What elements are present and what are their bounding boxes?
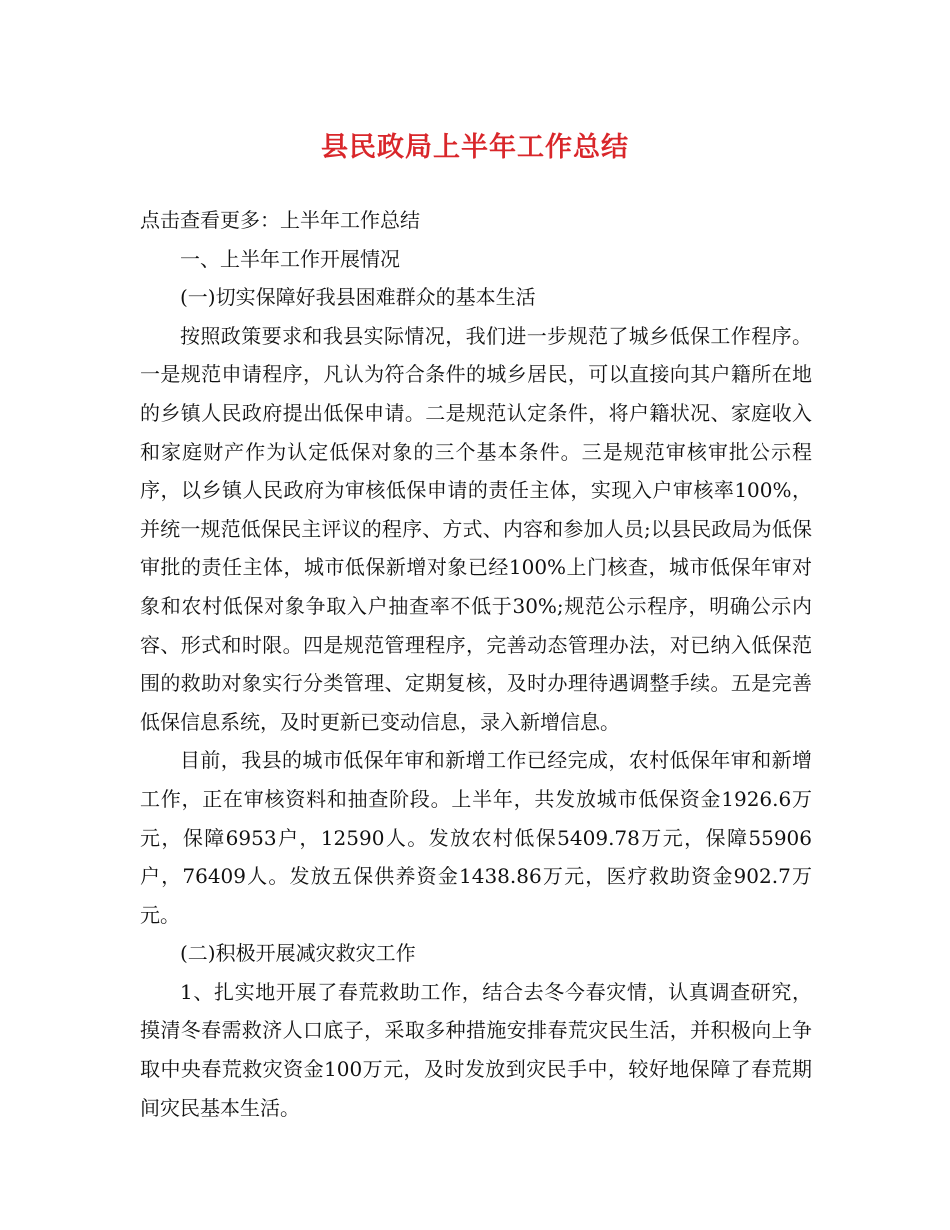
subsection-heading-1: (一)切实保障好我县困难群众的基本生活 <box>180 285 536 310</box>
subsection-heading-2: (二)积极开展减灾救灾工作 <box>180 941 416 966</box>
paragraph-fund-distribution: 目前，我县的城市低保年审和新增工作已经完成，农村低保年审和新增工作，正在审核资料和抽查阶段。上半年，共发放城市低保资金1926.6万元，保障6953户，12590人。发放农村低保5409.78万元，保障55906户，76409人。发放五保供养资金1438.86万元，医疗救助资金902.7万元。 <box>140 748 812 927</box>
section-heading-1: 一、上半年工作开展情况 <box>180 246 400 271</box>
more-link[interactable]: 点击查看更多：上半年工作总结 <box>140 208 420 232</box>
paragraph-spring-relief: 1、扎实地开展了春荒救助工作，结合去冬今春灾情，认真调查研究，摸清冬春需救济人口底子，采取多种措施安排春荒灾民生活，并积极向上争取中央春荒救灾资金100万元，及时发放到灾民手中，较好地保障了春荒期间灾民基本生活。 <box>140 979 812 1120</box>
page-title: 县民政局上半年工作总结 <box>321 132 629 163</box>
document-body <box>140 201 812 1127</box>
paragraph-low-income-procedure: 按照政策要求和我县实际情况，我们进一步规范了城乡低保工作程序。一是规范申请程序，凡认为符合条件的城乡居民，可以直接向其户籍所在地的乡镇人民政府提出低保申请。二是规范认定条件，将户籍状况、家庭收入和家庭财产作为认定低保对象的三个基本条件。三是规范审核审批公示程序，以乡镇人民政府为审核低保申请的责任主体，实现入户审核率100%，并统一规范低保民主评议的程序、方式、内容和参加人员;以县民政局为低保审批的责任主体，城市低保新增对象已经100%上门核查，城市低保年审对象和农村低保对象争取入户抽查率不低于30%;规范公示程序，明确公示内容、形式和时限。四是规范管理程序，完善动态管理办法，对已纳入低保范围的救助对象实行分类管理、定期复核，及时办理待遇调整手续。五是完善低保信息系统，及时更新已变动信息，录入新增信息。 <box>140 323 812 734</box>
